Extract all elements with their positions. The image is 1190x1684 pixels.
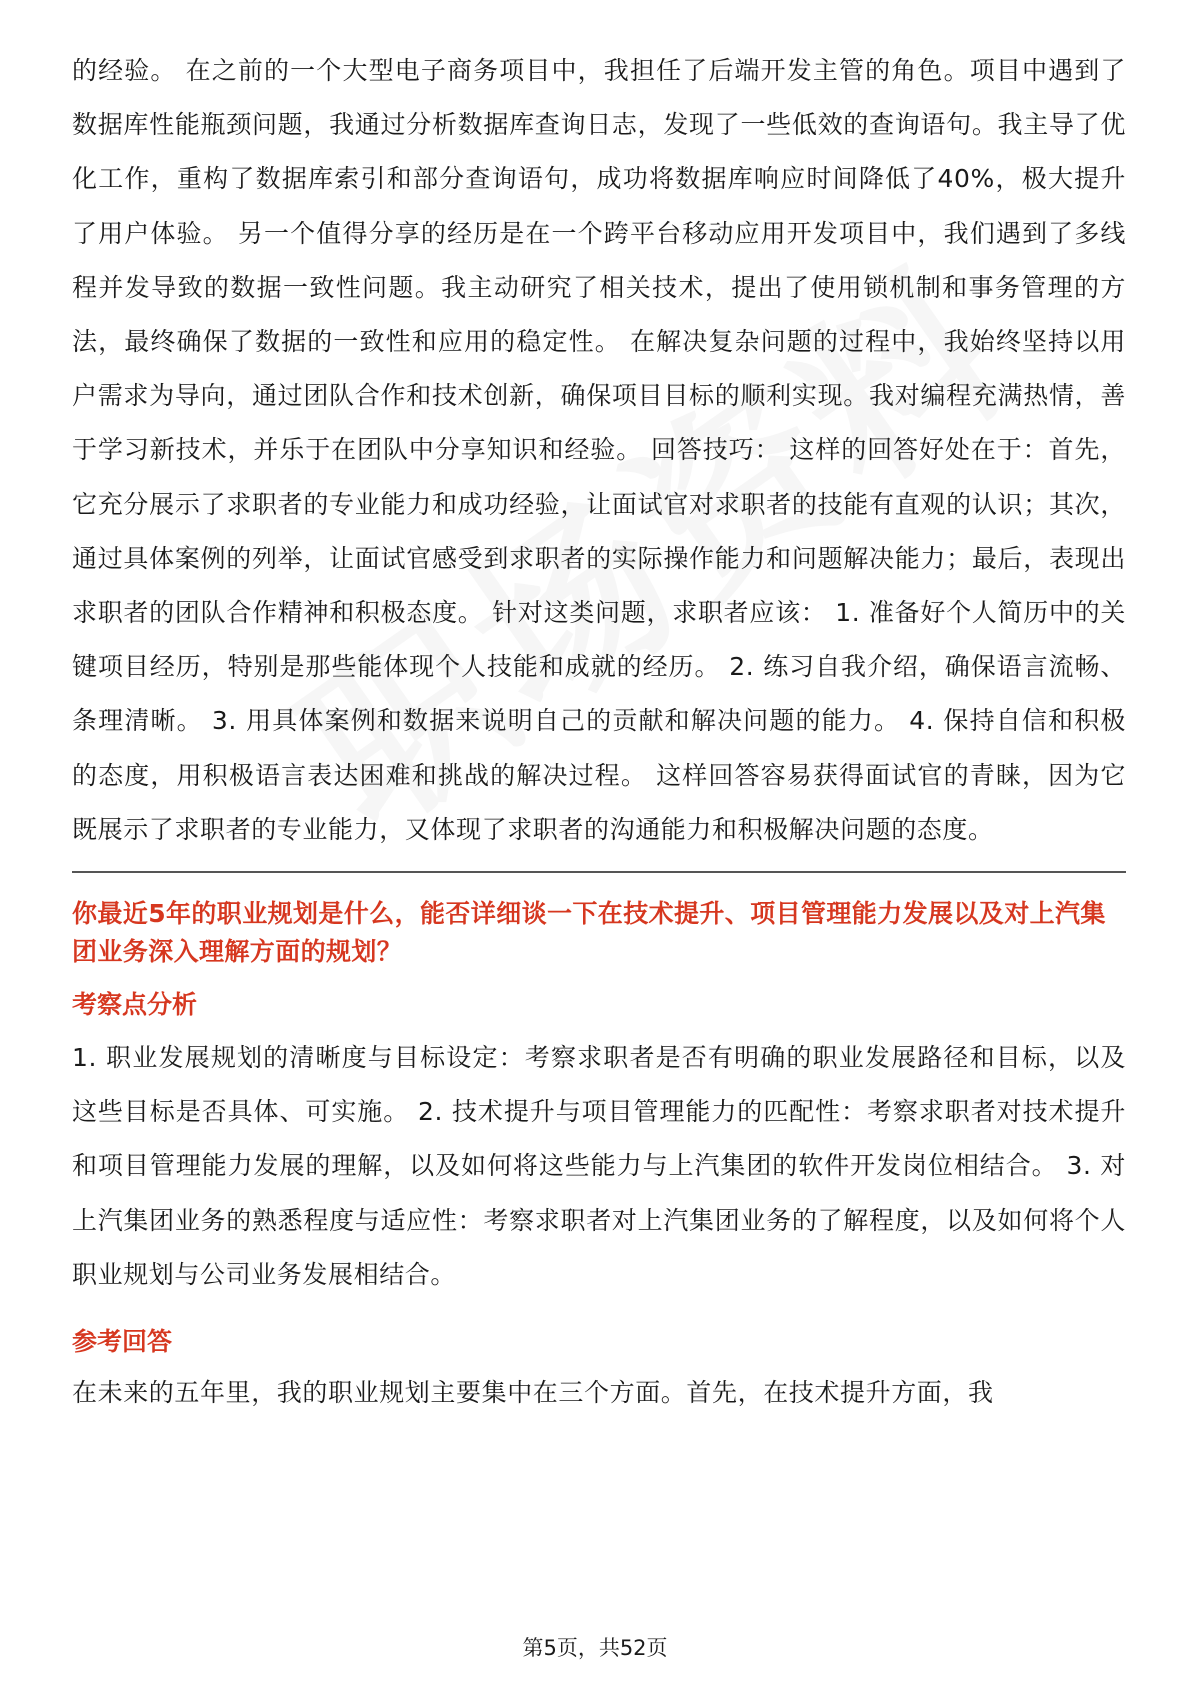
analysis-heading: 考察点分析 (72, 990, 198, 1020)
answer-paragraph: 在未来的五年里，我的职业规划主要集中在三个方面。首先，在技术提升方面，我 (72, 1378, 994, 1408)
page-content (72, 44, 1126, 1420)
continuation-paragraph: 的经验。 在之前的一个大型电子商务项目中，我担任了后端开发主管的角色。项目中遇到了数据库性能瓶颈问题，我通过分析数据库查询日志，发现了一些低效的查询语句。我主导了优化工作，重构了数据库索引和部分查询语句，成功将数据库响应时间降低了40%，极大提升了用户体验。 另一个值得分享的经历是在一个跨平台移动应用开发项目中，我们遇到了多线程并发导致的数据一致性问题。我主动研究了相关技术，提出了使用锁机制和事务管理的方法，最终确保了数据的一致性和应用的稳定性。 在解决复杂问题的过程中，我始终坚持以用户需求为导向，通过团队合作和技术创新，确保项目目标的顺利实现。我对编程充满热情，善于学习新技术，并乐于在团队中分享知识和经验。 回答技巧： 这样的回答好处在于：首先，它充分展示了求职者的专业能力和成功经验，让面试官对求职者的技能有直观的认识；其次，通过具体案例的列举，让面试官感受到求职者的实际操作能力和问题解决能力；最后，表现出求职者的团队合作精神和积极态度。 针对这类问题，求职者应该： 1. 准备好个人简历中的关键项目经历，特别是那些能体现个人技能和成就的经历。 2. 练习自我介绍，确保语言流畅、条理清晰。 3. 用具体案例和数据来说明自己的贡献和解决问题的能力。 4. 保持自信和积极的态度，用积极语言表达困难和挑战的解决过程。 这样回答容易获得面试官的青睐，因为它既展示了求职者的专业能力，又体现了求职者的沟通能力和积极解决问题的态度。 (72, 56, 1126, 844)
section-divider (72, 871, 1126, 873)
interview-question: 你最近5年的职业规划是什么，能否详细谈一下在技术提升、项目管理能力发展以及对上汽集团业务深入理解方面的规划？ (72, 899, 1106, 967)
answer-heading: 参考回答 (72, 1327, 173, 1357)
page-number-footer: 第5页，共52页 (522, 1636, 668, 1660)
analysis-paragraph: 1. 职业发展规划的清晰度与目标设定：考察求职者是否有明确的职业发展路径和目标，以及这些目标是否具体、可实施。 2. 技术提升与项目管理能力的匹配性：考察求职者对技术提升和项目管理能力发展的理解，以及如何将这些能力与上汽集团的软件开发岗位相结合。 3. 对上汽集团业务的熟悉程度与适应性：考察求职者对上汽集团业务的了解程度，以及如何将个人职业规划与公司业务发展相结合。 (72, 1043, 1126, 1289)
